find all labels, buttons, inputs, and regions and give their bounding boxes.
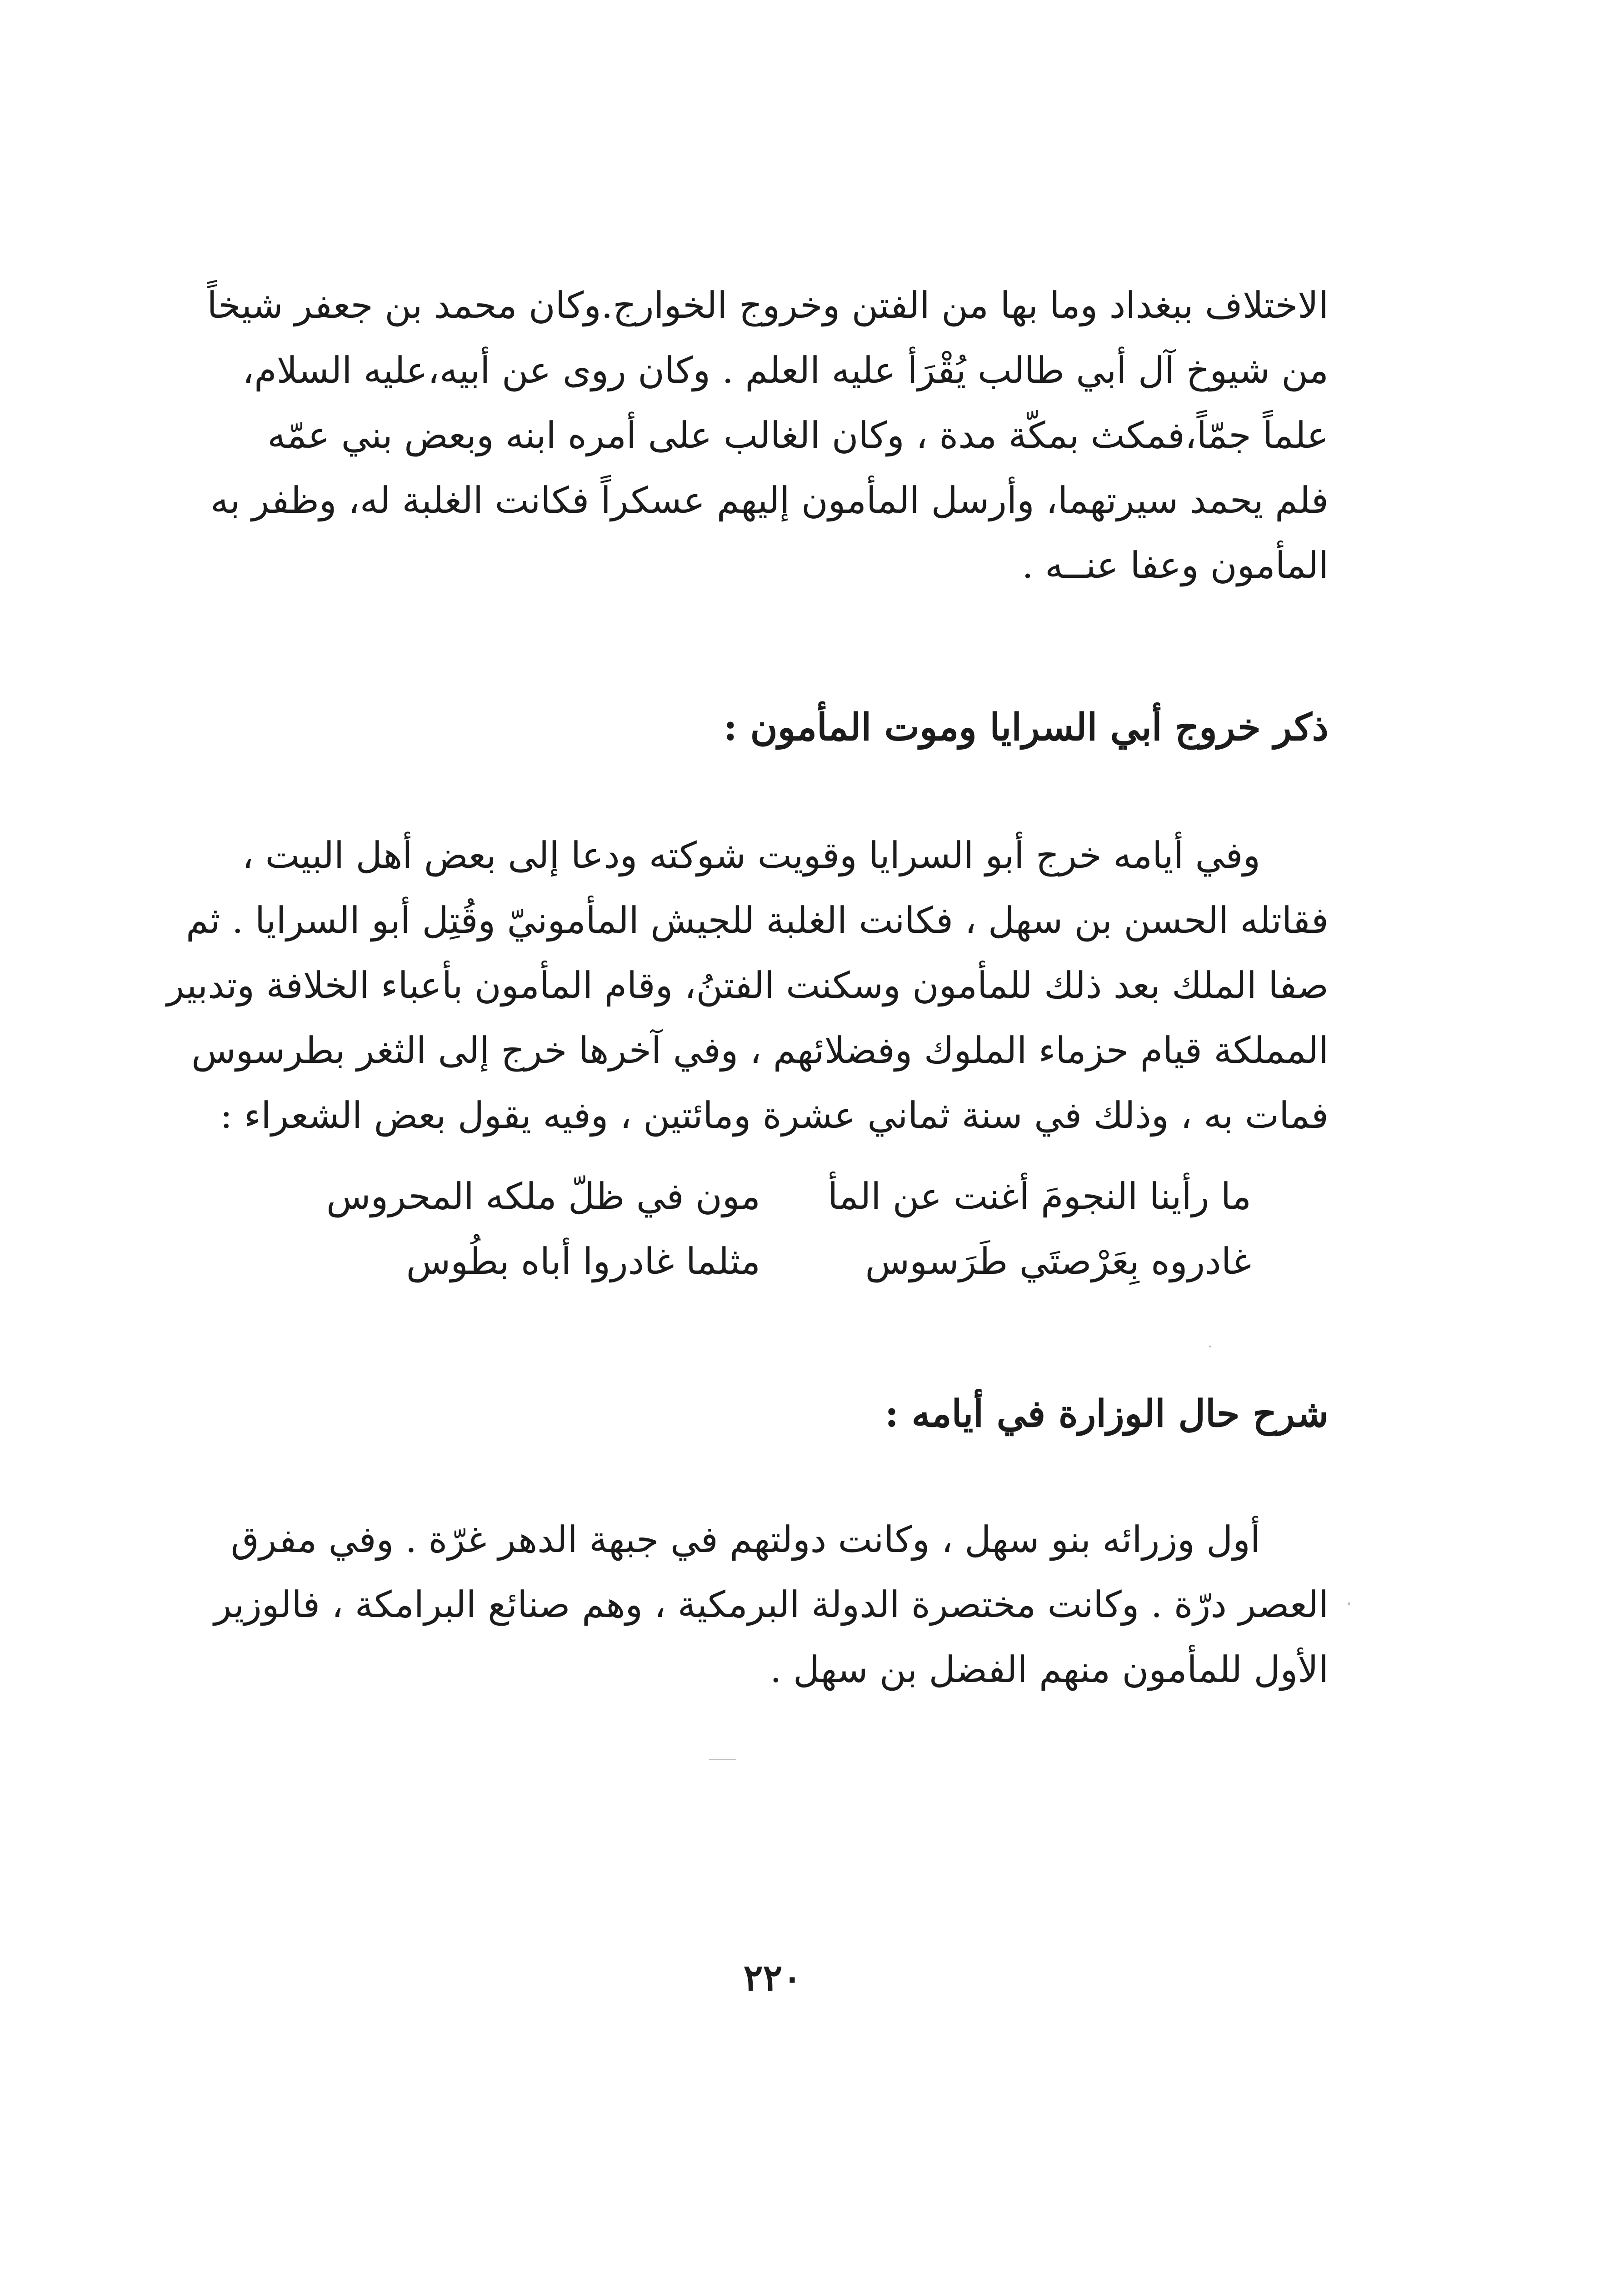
text-line: وفي أيامه خرج أبو السرايا وقويت شوكته ودعا إلى بعض أهل البيت ، — [242, 834, 1260, 876]
text-line: الاختلاف ببغداد وما بها من الفتن وخروج الخوارج.وكان محمد بن جعفر شيخاً — [207, 284, 1329, 326]
poem-hemistich: مون في ظلّ ملكه المحروس — [326, 1175, 760, 1217]
text-line: المملكة قيام حزماء الملوك وفضلائهم ، وفي آخرها خرج إلى الثغر بطرسوس — [191, 1029, 1329, 1071]
text-line: فلم يحمد سيرتهما، وأرسل المأمون إليهم عسكراً فكانت الغلبة له، وظفر به — [210, 479, 1329, 521]
section-heading-abu-saraya: ذكر خروج أبي السرايا وموت المأمون : — [723, 706, 1329, 749]
text-line: فمات به ، وذلك في سنة ثماني عشرة ومائتين ، وفيه يقول بعض الشعراء : — [220, 1094, 1329, 1136]
section-heading-wizara: شرح حال الوزارة في أيامه : — [884, 1392, 1329, 1436]
text-line: من شيوخ آل أبي طالب يُقْرَأ عليه العلم . وكان روى عن أبيه،عليه السلام، — [242, 349, 1329, 391]
wizara-paragraph — [214, 1507, 1329, 1702]
poem — [324, 1164, 1251, 1294]
text-line: الأول للمأمون منهم الفضل بن سهل . — [770, 1648, 1329, 1691]
scan-speck — [1209, 1346, 1211, 1347]
abu-saraya-paragraph — [166, 823, 1329, 1148]
text-line: فقاتله الحسن بن سهل ، فكانت الغلبة للجيش المأمونيّ وقُتِل أبو السرايا . ثم — [186, 899, 1329, 941]
text-line: صفا الملك بعد ذلك للمأمون وسكنت الفتنُ، وقام المأمون بأعباء الخلافة وتدبير — [166, 964, 1329, 1006]
poem-hemistich: مثلما غادروا أباه بطُوس — [406, 1240, 760, 1282]
page-number: ٢٢٠ — [743, 1956, 802, 1999]
intro-paragraph — [207, 273, 1329, 598]
poem-verse — [324, 1164, 1251, 1229]
poem-verse — [324, 1229, 1251, 1294]
text-line: أول وزرائه بنو سهل ، وكانت دولتهم في جبهة الدهر غرّة . وفي مفرق — [230, 1518, 1260, 1561]
scan-speck — [709, 1759, 736, 1760]
poem-hemistich: غادروه بِعَرْصتَي طَرَسوس — [865, 1240, 1251, 1282]
text-line: العصر درّة . وكانت مختصرة الدولة البرمكية ، وهم صنائع البرامكة ، فالوزير — [214, 1583, 1329, 1626]
poem-hemistich: ما رأينا النجومَ أغنت عن المأ — [828, 1175, 1251, 1217]
text-line: علماً جمّاً،فمكث بمكّة مدة ، وكان الغالب على أمره ابنه وبعض بني عمّه — [267, 414, 1329, 456]
scan-speck — [1348, 1602, 1350, 1605]
text-line: المأمون وعفا عنــه . — [1022, 544, 1329, 586]
